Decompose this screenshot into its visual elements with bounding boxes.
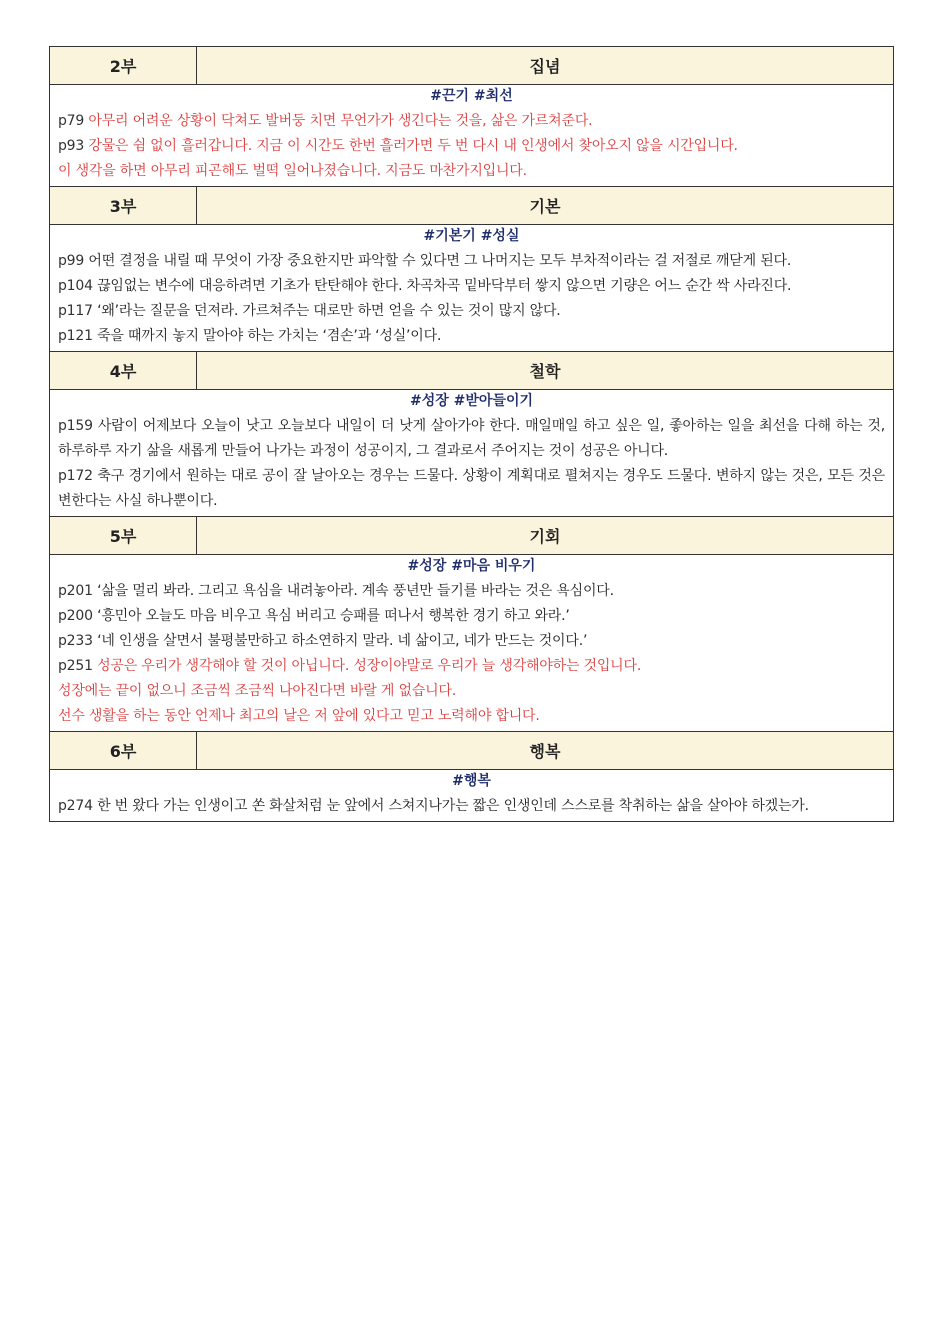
quote-text: 끊임없는 변수에 대응하려면 기초가 탄탄해야 한다. 차곡차곡 밑바닥부터 쌓지 않으면 기량은 어느 순간 싹 사라진다. [97,278,792,294]
quote-text: 이 생각을 하면 아무리 피곤해도 벌떡 일어나졌습니다. 지금도 마찬가지입니다. [58,163,527,179]
quote-line [58,249,885,274]
quote-line [58,464,885,514]
section-title: 철학 [197,352,894,390]
section-header-row [50,517,894,555]
quote-text: 성공은 우리가 생각해야 할 것이 아닙니다. 성장이야말로 우리가 늘 생각해야하는 것입니다. [97,658,642,674]
section-title: 기회 [197,517,894,555]
quote-text: 아무리 어려운 상황이 닥쳐도 발버둥 치면 무언가가 생긴다는 것을, 삶은 가르쳐준다. [88,113,593,129]
section-hashtags: #기본기 #성실 [423,228,520,244]
quote-line [58,414,885,464]
quote-line [58,324,885,349]
section-hashtags: #성장 #받아들이기 [409,393,533,409]
section-body [50,85,894,187]
section-body [50,555,894,732]
quote-text: 한 번 왔다 가는 인생이고 쏜 화살처럼 눈 앞에서 스쳐지나가는 짧은 인생인데 스스로를 착취하는 삶을 살아야 하겠는가. [97,798,809,814]
page-number: p104 [58,278,93,294]
quote-text: 사람이 어제보다 오늘이 낫고 오늘보다 내일이 더 낫게 살아가야 한다. 매일매일 하고 싶은 일, 좋아하는 일을 최선을 다해 하는 것, 하루하루 자기 삶을 새롭게 만들어 나가는 과정이 성공이지, 그 결과로서 주어지는 것이 성공은 아니다. [58,418,885,459]
quote-line [58,109,885,134]
section-header-row [50,352,894,390]
quote-text: 강물은 쉼 없이 흘러갑니다. 지금 이 시간도 한번 흘러가면 두 번 다시 내 인생에서 찾아오지 않을 시간입니다. [88,138,738,154]
section-part-label: 3부 [50,187,197,225]
section-body-row [50,770,894,822]
section-part-label: 2부 [50,47,197,85]
page-number: p200 [58,608,93,624]
quote-text: ‘왜’라는 질문을 던져라. 가르쳐주는 대로만 하면 얻을 수 있는 것이 많지 않다. [97,303,561,319]
page-number: p172 [58,468,93,484]
section-header-row [50,187,894,225]
quote-text: ‘네 인생을 살면서 불평불만하고 하소연하지 말라. 네 삶이고, 네가 만드는 것이다.’ [97,633,588,649]
section-body [50,390,894,517]
section-hashtags: #성장 #마음 비우기 [407,558,536,574]
quote-text: 어떤 결정을 내릴 때 무엇이 가장 중요한지만 파악할 수 있다면 그 나머지는 모두 부차적이라는 걸 저절로 깨닫게 된다. [88,253,792,269]
section-body [50,770,894,822]
section-hashtags: #끈기 #최선 [430,88,513,104]
section-hashtags: #행복 [452,773,491,789]
section-title: 집념 [197,47,894,85]
page-number: p121 [58,328,93,344]
section-title: 행복 [197,732,894,770]
quote-line [58,274,885,299]
page-number: p99 [58,253,85,269]
quote-line [58,159,885,184]
quote-line [58,794,885,819]
section-part-label: 5부 [50,517,197,555]
section-title: 기본 [197,187,894,225]
quote-text: 죽을 때까지 놓지 말아야 하는 가치는 ‘겸손’과 ‘성실’이다. [97,328,442,344]
section-body-row [50,225,894,352]
page-number: p201 [58,583,93,599]
notes-table [49,46,894,822]
quote-text: 축구 경기에서 원하는 대로 공이 잘 날아오는 경우는 드물다. 상황이 계획대로 펼쳐지는 경우도 드물다. 변하지 않는 것은, 모든 것은 변한다는 사실 하나뿐이다. [58,468,885,509]
quote-text: ‘삶을 멀리 봐라. 그리고 욕심을 내려놓아라. 계속 풍년만 들기를 바라는 것은 욕심이다. [97,583,614,599]
section-body [50,225,894,352]
page-number: p233 [58,633,93,649]
quote-line [58,629,885,654]
quote-text: 선수 생활을 하는 동안 언제나 최고의 날은 저 앞에 있다고 믿고 노력해야 합니다. [58,708,540,724]
page-number: p274 [58,798,93,814]
section-part-label: 4부 [50,352,197,390]
quote-line [58,654,885,679]
section-header-row [50,47,894,85]
quote-line [58,134,885,159]
quote-line [58,704,885,729]
page-number: p117 [58,303,93,319]
quote-text: 성장에는 끝이 없으니 조금씩 조금씩 나아진다면 바랄 게 없습니다. [58,683,456,699]
section-body-row [50,85,894,187]
reading-notes-document [49,46,894,822]
page-number: p251 [58,658,93,674]
quote-line [58,299,885,324]
quote-line [58,679,885,704]
section-body-row [50,390,894,517]
section-body-row [50,555,894,732]
section-header-row [50,732,894,770]
page-number: p159 [58,418,93,434]
quote-text: ‘흥민아 오늘도 마음 비우고 욕심 버리고 승패를 떠나서 행복한 경기 하고 와라.’ [97,608,570,624]
quote-line [58,579,885,604]
page-number: p79 [58,113,85,129]
page-number: p93 [58,138,85,154]
section-part-label: 6부 [50,732,197,770]
quote-line [58,604,885,629]
